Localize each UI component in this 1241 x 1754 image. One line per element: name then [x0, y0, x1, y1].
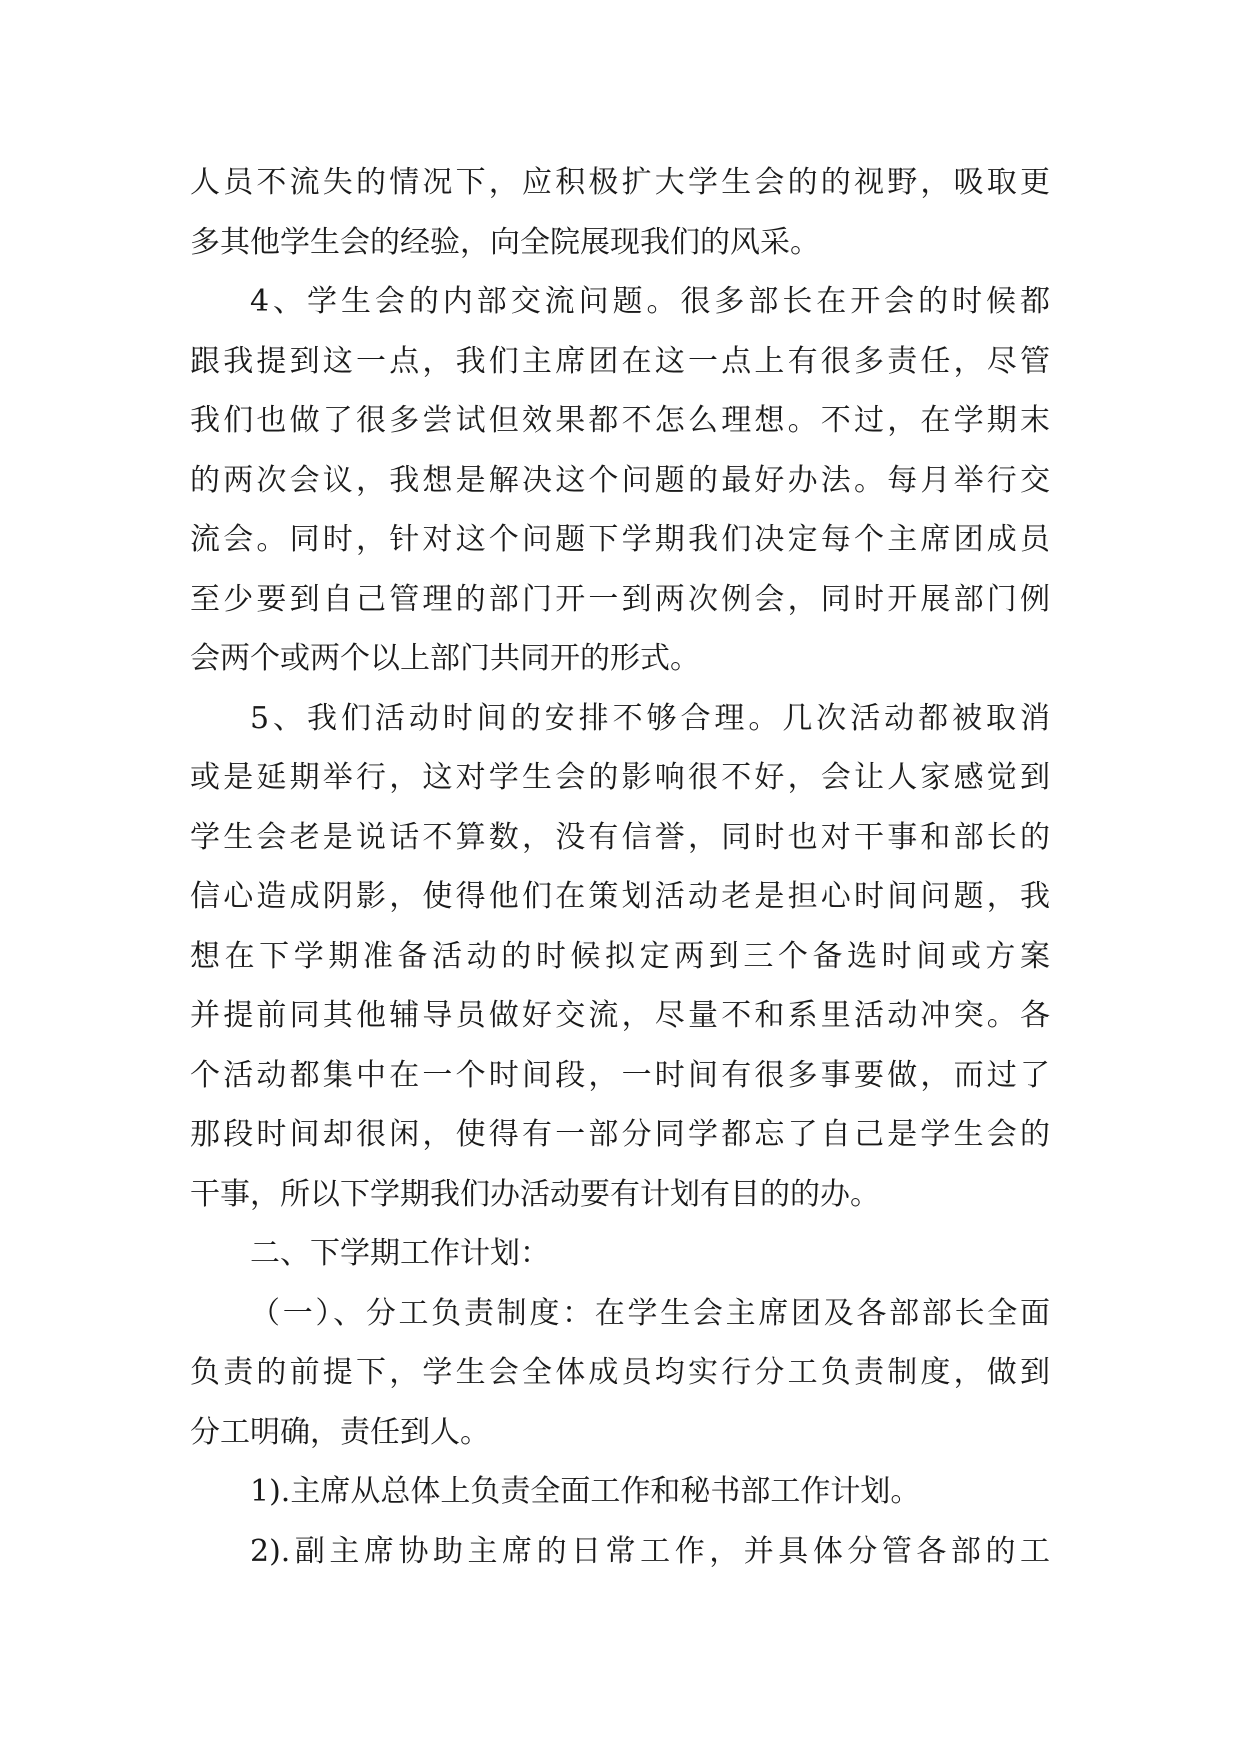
- list-item: 2).副主席协助主席的日常工作，并具体分管各部的工: [250, 1533, 1050, 1569]
- text-line: 跟我提到这一点，我们主席团在这一点上有很多责任，尽管: [190, 343, 1050, 379]
- text-line: 信心造成阴影，使得他们在策划活动老是担心时间问题，我: [190, 879, 1050, 914]
- text-line: 那段时间却很闲，使得有一部分同学都忘了自己是学生会的: [190, 1117, 1050, 1152]
- text-line: 分工明确，责任到人。: [190, 1414, 490, 1450]
- text-line: （一）、分工负责制度：在学生会主席团及各部部长全面: [250, 1295, 1050, 1331]
- document-body: [190, 153, 1050, 1581]
- text-line: 个活动都集中在一个时间段，一时间有很多事要做，而过了: [190, 1057, 1050, 1093]
- text-line: 学生会老是说话不算数，没有信誉，同时也对干事和部长的: [190, 819, 1050, 855]
- text-line: 并提前同其他辅导员做好交流，尽量不和系里活动冲突。各: [190, 998, 1050, 1033]
- text-line: 或是延期举行，这对学生会的影响很不好，会让人家感觉到: [190, 760, 1050, 795]
- text-line: 我们也做了很多尝试但效果都不怎么理想。不过，在学期末: [190, 403, 1050, 438]
- text-line: 至少要到自己管理的部门开一到两次例会，同时开展部门例: [190, 581, 1050, 617]
- text-line: 流会。同时，针对这个问题下学期我们决定每个主席团成员: [190, 522, 1050, 557]
- text-line: 负责的前提下，学生会全体成员均实行分工负责制度，做到: [190, 1355, 1050, 1390]
- text-line: 5、我们活动时间的安排不够合理。几次活动都被取消: [250, 700, 1050, 736]
- section-heading: 二、下学期工作计划：: [250, 1236, 550, 1271]
- text-line: 人员不流失的情况下，应积极扩大学生会的的视野，吸取更: [190, 165, 1050, 200]
- text-line: 想在下学期准备活动的时候拟定两到三个备选时间或方案: [190, 938, 1050, 974]
- text-line: 4、学生会的内部交流问题。很多部长在开会的时候都: [250, 284, 1050, 319]
- text-line: 干事，所以下学期我们办活动要有计划有目的的办。: [190, 1176, 880, 1212]
- text-line: 会两个或两个以上部门共同开的形式。: [190, 641, 700, 676]
- text-line: 的两次会议，我想是解决这个问题的最好办法。每月举行交: [190, 462, 1050, 498]
- list-item: 1).主席从总体上负责全面工作和秘书部工作计划。: [250, 1474, 921, 1509]
- text-line: 多其他学生会的经验，向全院展现我们的风采。: [190, 224, 820, 260]
